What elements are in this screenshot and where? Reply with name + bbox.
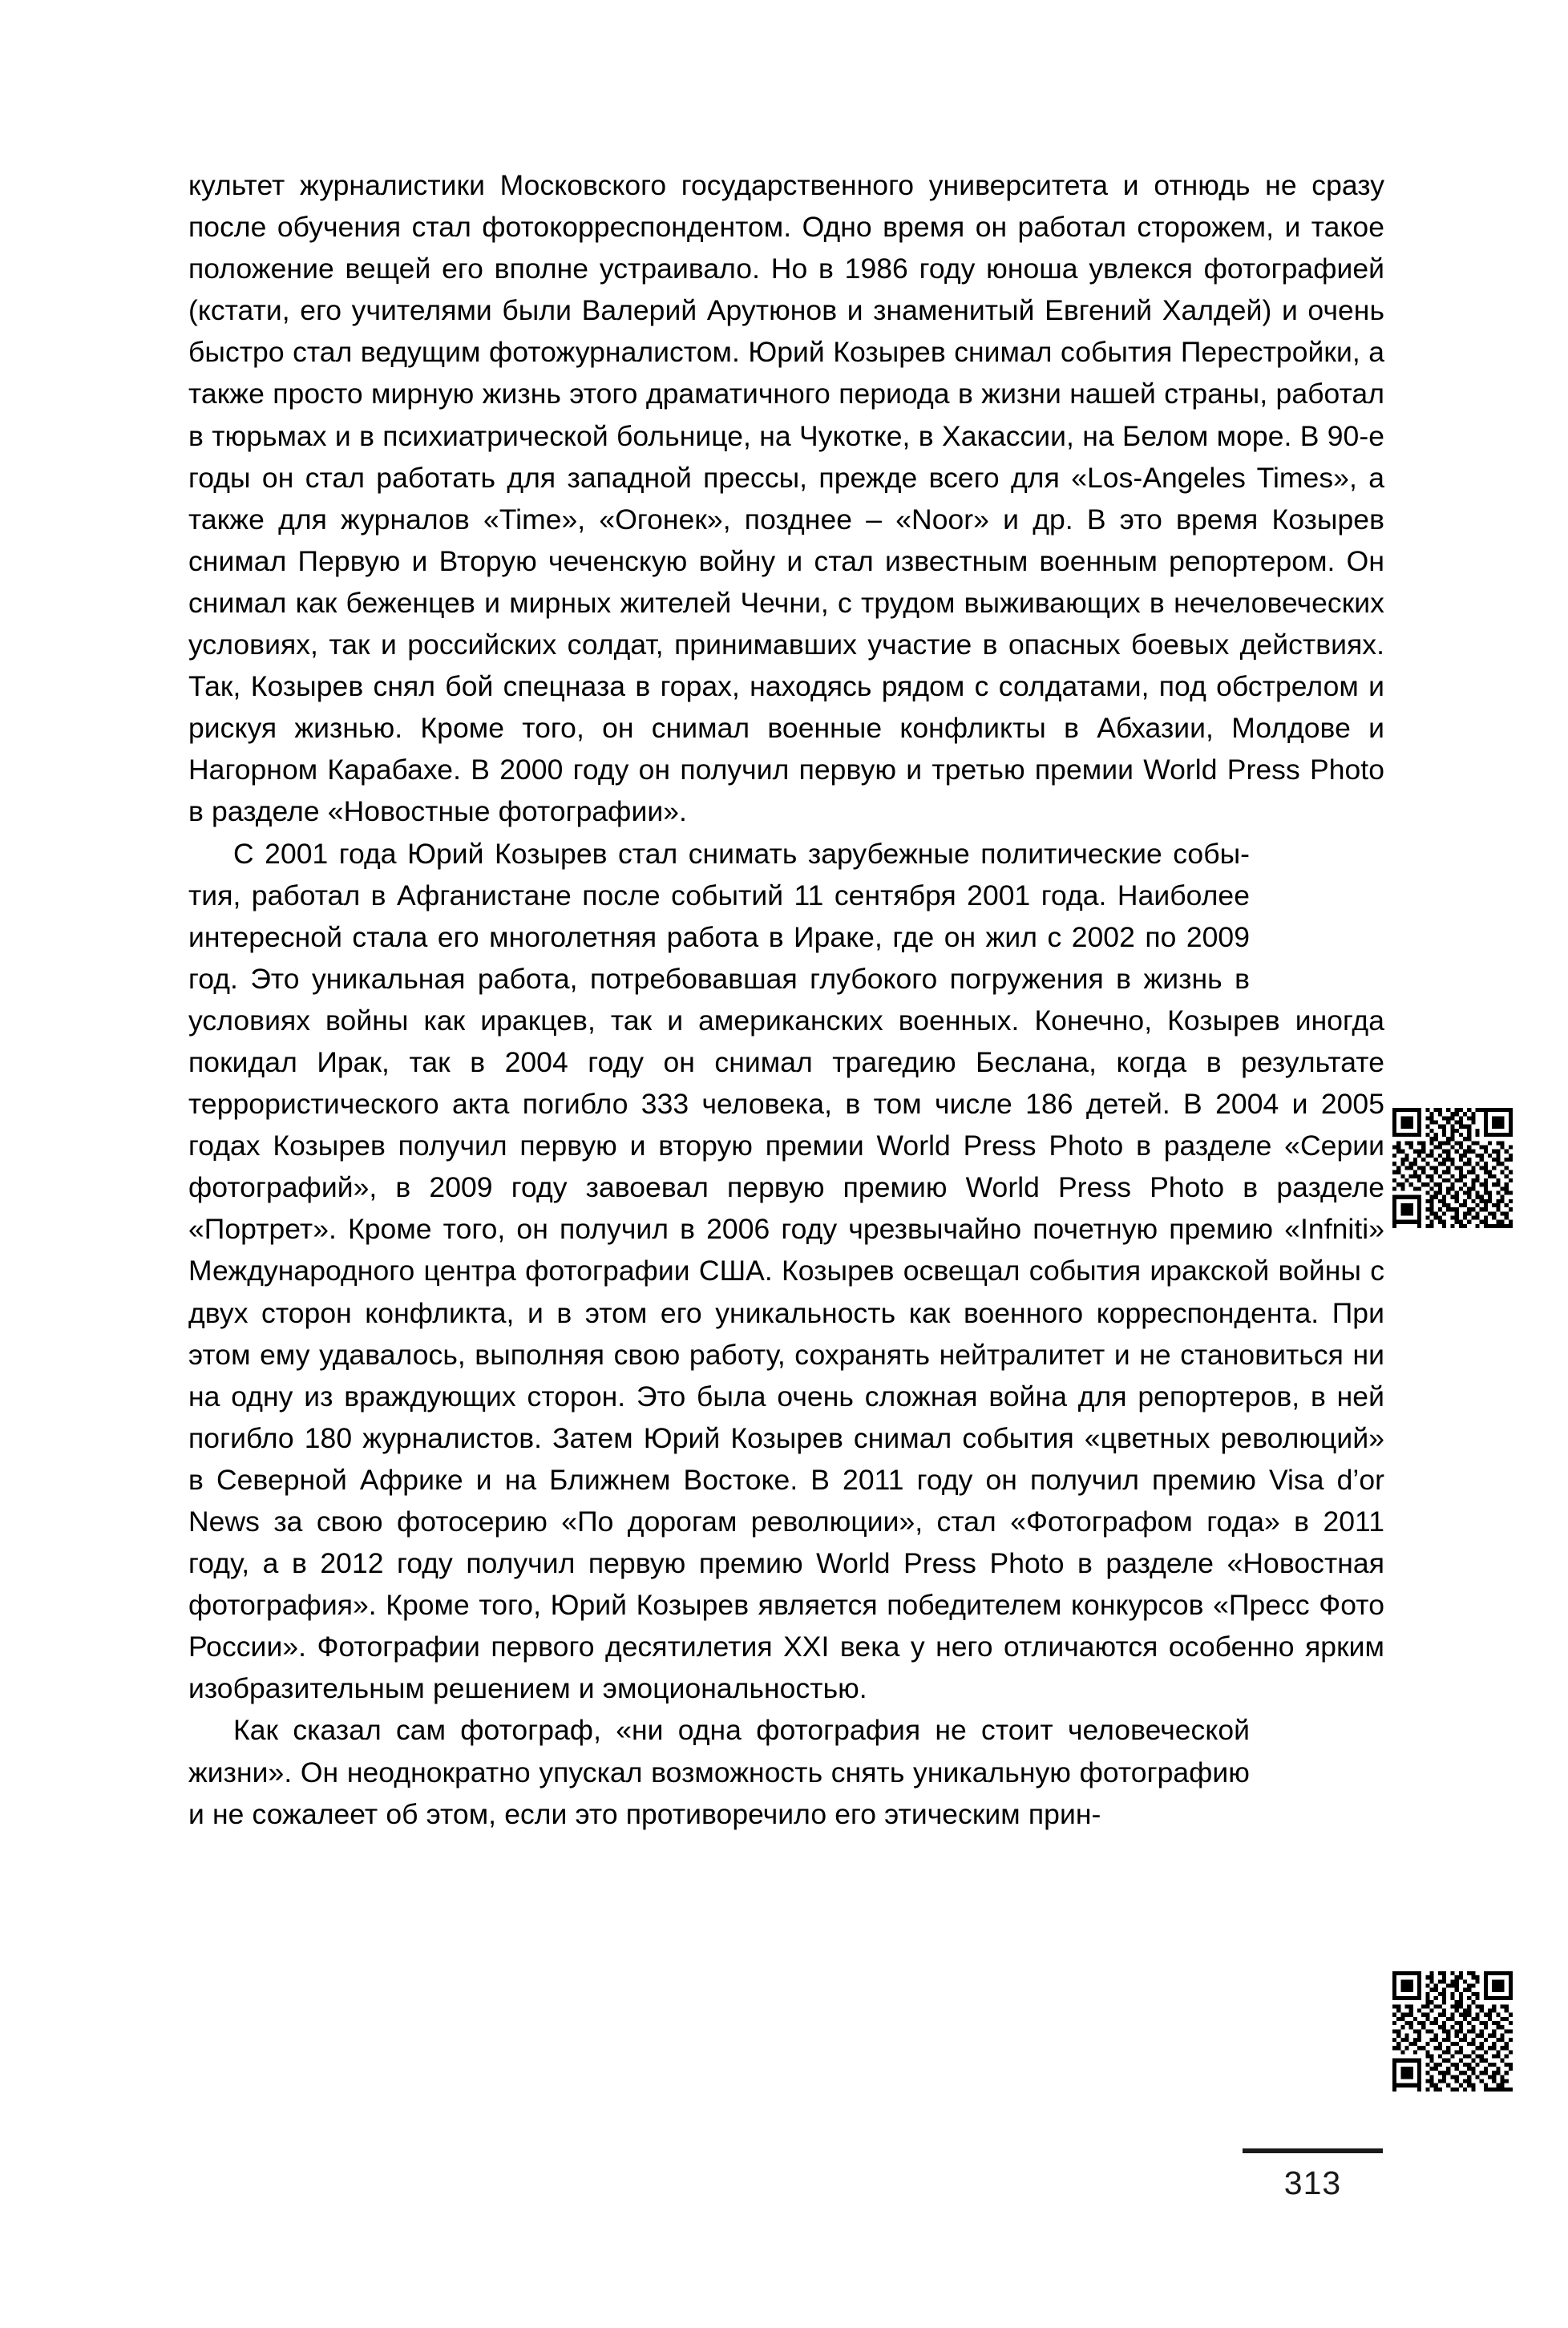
page-number: 313 — [1283, 2164, 1342, 2201]
qr-wrap-shim-bottom — [1250, 1709, 1384, 1847]
paragraph-3 — [188, 1709, 1384, 1834]
paragraph-2 — [188, 833, 1384, 1710]
qr-code-icon-top — [1392, 1108, 1513, 1228]
paragraph-1: культет журналистики Московского государственного университета и отнюдь не сразу после обучения стал фотокорреспондентом. Одно время он работал сторожем, и такое положение вещей его вполне устраивало. Но в 1986 году юноша увлекся фотографией (кстати, его учителями были Валерий Арутюнов и знаменитый Евгений Халдей) и очень быстро стал ведущим фотожурналистом. Юрий Козырев снимал события Перестройки, а также просто мирную жизнь этого драматичного периода в жизни нашей страны, работал в тюрьмах и в психиатрической больнице, на Чукотке, в Хакассии, на Белом море. В 90-е годы он стал работать для западной прессы, прежде всего для «Los-Angeles Times», а также для журналов «Time», «Огонек», позднее – «Noor» и др. В это время Козырев снимал Первую и Вторую чеченскую войну и стал известным военным репортером. Он снимал как беженцев и мирных жителей Чечни, с трудом выживающих в нечеловеческих условиях, так и российских солдат, принимавших участие в опасных боевых действиях. Так, Козырев снял бой спецназа в горах, находясь рядом с солдатами, под обстрелом и рискуя жизнью. Кроме того, он снимал военные конфликты в Абхазии, Молдове и Нагорном Карабахе. В 2000 году он получил первую и третью премии World Press Photo в разделе «Новостные фотографии». — [188, 169, 1384, 828]
paragraph-3-text: Как сказал сам фотограф, «ни одна фотография не стоит человеческой жизни». Он неоднократно упускал возможность снять уникальную фотографию и не сожалеет об этом, если это противоречило его этическим прин- — [188, 1714, 1250, 1830]
footer-rule — [1243, 2148, 1383, 2153]
qr-code-icon-bottom — [1392, 1971, 1513, 2092]
body-text-column — [188, 164, 1384, 1847]
paragraph-2-text: С 2001 года Юрий Козырев стал снимать зарубежные политические события, работал в Афганистане после событий 11 сентября 2001 года. Наиболее интересной стала его многолетняя работа в Ираке, где он жил с 2002 по 2009 год. Это уникальная работа, потребовавшая глубокого погружения в жизнь в условиях войны как иракцев, так и американских военных. Конечно, Козырев иногда покидал Ирак, так в 2004 году он снимал трагедию Беслана, когда в результате террористического акта погибло 333 человека, в том числе 186 детей. В 2004 и 2005 годах Козырев получил первую и вторую премии World Press Photo в разделе «Серии фотографий», в 2009 году завоевал первую премию World Press Photo в разделе «Портрет». Кроме того, он получил в 2006 году чрезвычайно почетную премию «Infniti» Международного центра фотографии США. Козырев освещал события иракской войны с двух сторон конфликта, и в этом его уникальность как военного корреспондента. При этом ему удавалось, выполняя свою работу, сохранять нейтралитет и не становиться ни на одну из враждующих сторон. Это была очень сложная война для репортеров, в ней погибло 180 журналистов. Затем Юрий Козырев снимал события «цветных революций» в Северной Африке и на Ближнем Востоке. В 2011 году он получил премию Visa d’or News за свою фотосерию «По дорогам революции», стал «Фотографом года» в 2011 году, а в 2012 году получил первую премию World Press Photo в разделе «Новостная фотография». Кроме того, Юрий Козырев является победителем конкурсов «Пресс Фото России». Фотографии первого десятилетия XXI века у него отличаются особенно ярким изобразительным решением и эмоциональностью. — [188, 837, 1384, 1705]
qr-wrap-shim-top — [1250, 833, 1384, 976]
